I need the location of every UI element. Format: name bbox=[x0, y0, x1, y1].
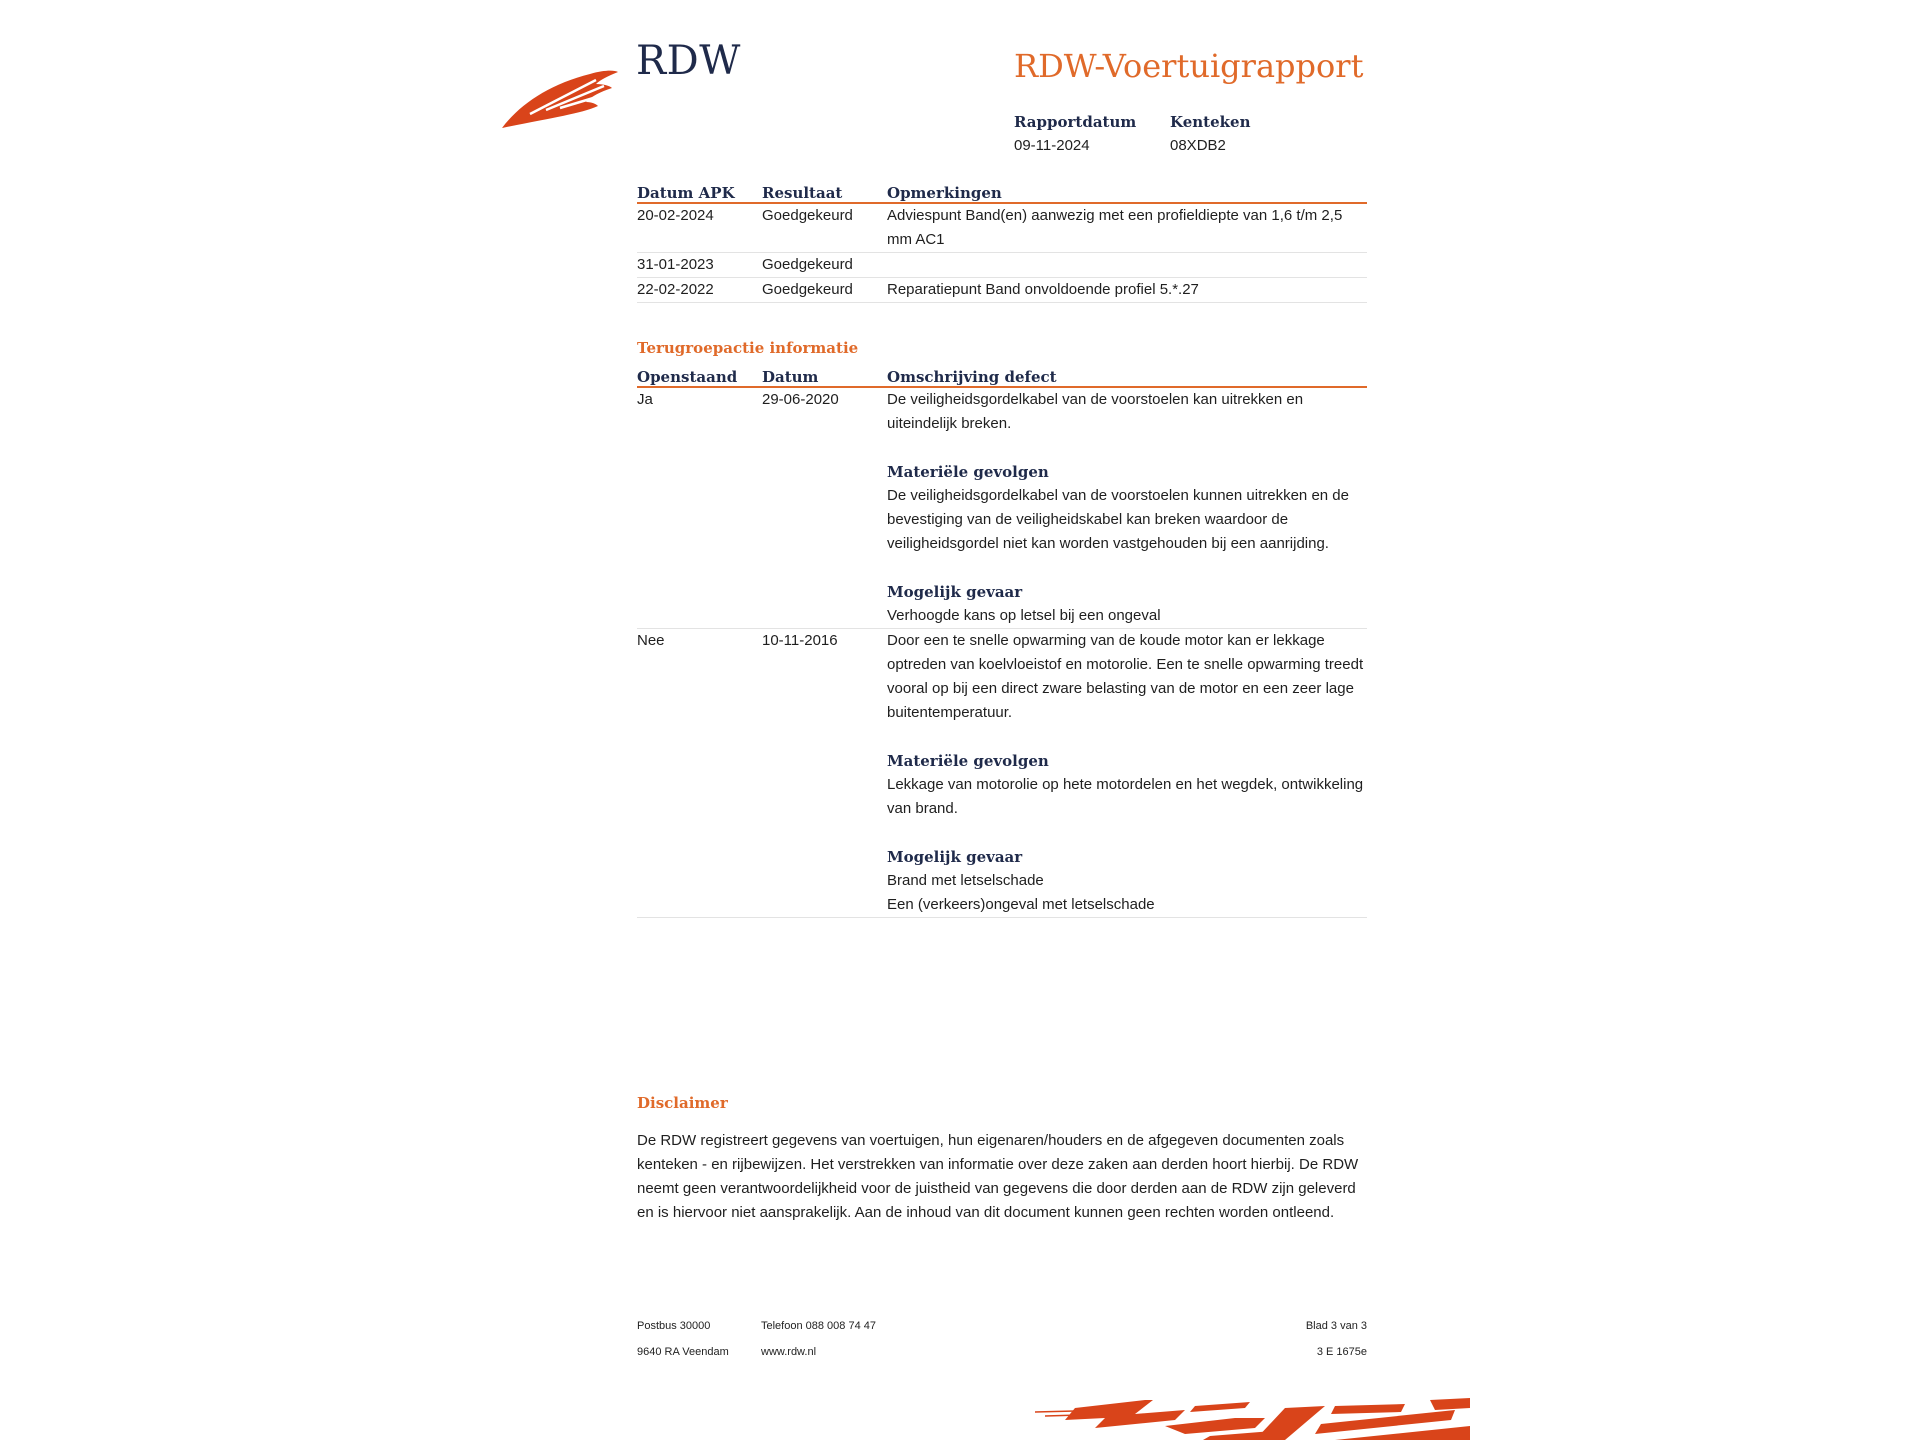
footer-phone: Telefoon 088 008 74 47 bbox=[761, 1320, 876, 1332]
apk-result: Goedgekeurd bbox=[762, 253, 887, 278]
recall-open: Nee bbox=[637, 629, 762, 918]
apk-header-row bbox=[637, 179, 1367, 203]
apk-result: Goedgekeurd bbox=[762, 278, 887, 303]
recall-header-date: Datum bbox=[762, 363, 887, 387]
apk-date: 22-02-2022 bbox=[637, 278, 762, 303]
recall-danger-label: Mogelijk gevaar bbox=[887, 848, 1023, 866]
report-date-label: Rapportdatum bbox=[1014, 113, 1137, 131]
recall-consequences-label: Materiële gevolgen bbox=[887, 752, 1049, 770]
apk-header-remarks: Opmerkingen bbox=[887, 179, 1367, 203]
brand-name: RDW bbox=[636, 38, 741, 84]
apk-remarks: Reparatiepunt Band onvoldoende profiel 5.*.27 bbox=[887, 278, 1367, 303]
disclaimer-text: De RDW registreert gegevens van voertuigen, hun eigenaren/houders en de afgegeven documenten zoals kenteken - en rijbewijzen. Het verstrekken van informatie over deze zaken aan derden hoort hierbij. De RDW neemt geen verantwoordelijkheid voor de juistheid van gegevens die door derden aan de RDW zijn geleverd en is hiervoor niet aansprakelijk. Aan de inhoud van dit document kunnen geen rechten worden ontleend. bbox=[637, 1132, 1359, 1221]
rdw-feather-logo-icon bbox=[500, 64, 620, 130]
apk-date: 20-02-2024 bbox=[637, 203, 762, 253]
orange-stripes-decoration-icon bbox=[1035, 1398, 1470, 1440]
plate-label: Kenteken bbox=[1170, 113, 1251, 131]
report-date-block bbox=[1014, 110, 1136, 158]
footer-address-line-2: 9640 RA Veendam bbox=[637, 1346, 729, 1358]
table-row bbox=[637, 203, 1367, 253]
apk-table bbox=[637, 179, 1367, 303]
table-row bbox=[637, 387, 1367, 629]
recall-heading: Terugroepactie informatie bbox=[637, 339, 859, 357]
apk-date: 31-01-2023 bbox=[637, 253, 762, 278]
recall-danger: Brand met letselschade bbox=[887, 872, 1044, 889]
recall-consequences-label: Materiële gevolgen bbox=[887, 463, 1049, 481]
apk-header-date: Datum APK bbox=[637, 179, 762, 203]
apk-remarks: Adviespunt Band(en) aanwezig met een profieldiepte van 1,6 t/m 2,5 mm AC1 bbox=[887, 203, 1367, 253]
report-title: RDW-Voertuigrapport bbox=[1014, 47, 1364, 85]
recall-date: 29-06-2020 bbox=[762, 387, 887, 629]
recall-header-open: Openstaand bbox=[637, 363, 762, 387]
footer-website-link[interactable]: www.rdw.nl bbox=[761, 1346, 817, 1358]
disclaimer-heading: Disclaimer bbox=[637, 1094, 728, 1112]
table-row bbox=[637, 278, 1367, 303]
recall-date: 10-11-2016 bbox=[762, 629, 887, 918]
recall-open: Ja bbox=[637, 387, 762, 629]
recall-description: Door een te snelle opwarming van de koude motor kan er lekkage optreden van koelvloeistof en motorolie. Een te snelle opwarming treedt vooral op bij een direct zware belasting van de motor en een zeer lage buitentemperatuur. bbox=[887, 632, 1364, 721]
recall-danger-label: Mogelijk gevaar bbox=[887, 583, 1023, 601]
apk-result: Goedgekeurd bbox=[762, 203, 887, 253]
apk-header-result: Resultaat bbox=[762, 179, 887, 203]
footer-page-number: Blad 3 van 3 bbox=[1305, 1320, 1367, 1332]
recall-consequences: Lekkage van motorolie op hete motordelen en het wegdek, ontwikkeling van brand. bbox=[887, 776, 1364, 817]
plate-block bbox=[1170, 110, 1250, 158]
table-row bbox=[637, 253, 1367, 278]
table-row bbox=[637, 629, 1367, 918]
recall-details bbox=[887, 629, 1367, 918]
report-date-value: 09-11-2024 bbox=[1014, 137, 1090, 154]
recall-danger: Een (verkeers)ongeval met letselschade bbox=[887, 896, 1155, 913]
recall-details bbox=[887, 387, 1367, 629]
recall-table bbox=[637, 363, 1367, 918]
footer-document-code: 3 E 1675e bbox=[1316, 1346, 1367, 1358]
recall-danger: Verhoogde kans op letsel bij een ongeval bbox=[887, 607, 1161, 624]
apk-remarks bbox=[887, 253, 1367, 278]
footer-address-line-1: Postbus 30000 bbox=[637, 1320, 711, 1332]
plate-value: 08XDB2 bbox=[1170, 137, 1226, 154]
recall-consequences: De veiligheidsgordelkabel van de voorstoelen kunnen uitrekken en de bevestiging van de veiligheidskabel kan breken waardoor de veiligheidsgordel niet kan worden vastgehouden bij een aanrijding. bbox=[887, 487, 1349, 552]
recall-header-description: Omschrijving defect bbox=[887, 363, 1367, 387]
recall-header-row bbox=[637, 363, 1367, 387]
recall-description: De veiligheidsgordelkabel van de voorstoelen kan uitrekken en uiteindelijk breken. bbox=[887, 391, 1304, 432]
